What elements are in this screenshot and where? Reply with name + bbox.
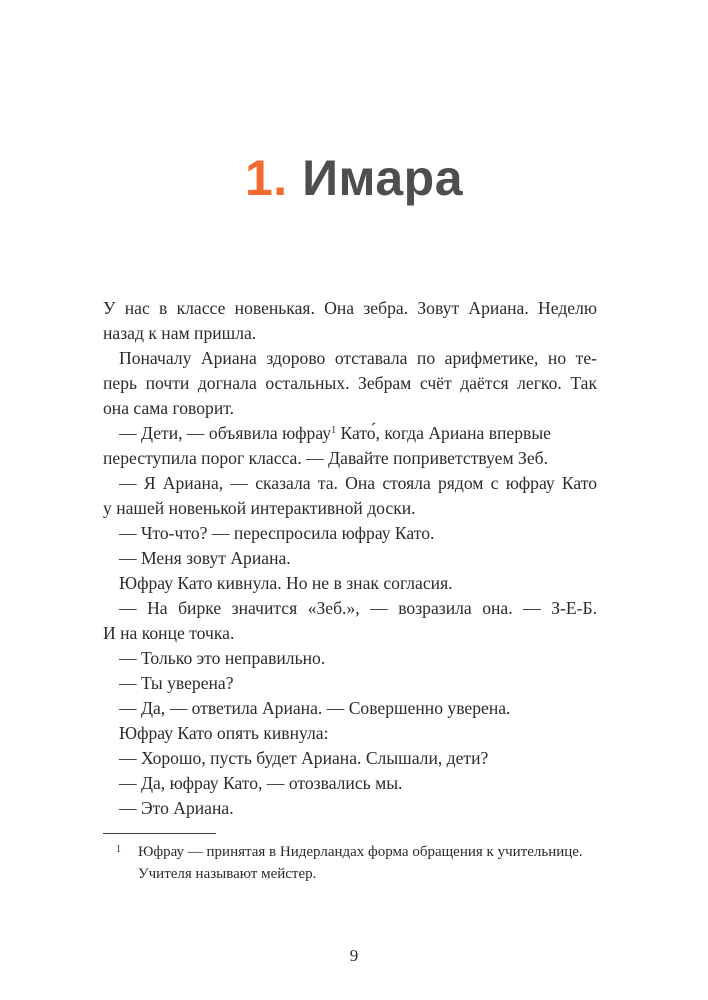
footnote-reference[interactable]: 1	[331, 425, 337, 436]
text-line: — Я Ариана, — сказала та. Она стояла рядом с юфрау Като	[119, 473, 597, 493]
text-line: И на конце точка.	[103, 623, 235, 643]
footnote-mark: 1	[116, 844, 121, 855]
text-line: — Хорошо, пусть будет Ариана. Слышали, дети?	[119, 748, 489, 768]
text-line: — Только это неправильно.	[119, 648, 326, 668]
chapter-title	[0, 142, 708, 214]
text-line: Юфрау Като кивнула. Но не в знак согласия.	[119, 573, 453, 593]
text-fragment: Като́, когда Ариана впервые	[340, 423, 551, 443]
text-line: — На бирке значится «Зеб.», — возразила она. — З-Е-Б.	[119, 598, 597, 618]
text-line: — Да, — ответила Ариана. — Совершенно уверена.	[119, 698, 511, 718]
text-line: перь почти догнала остальных. Зебрам счёт даётся легко. Так	[103, 373, 597, 393]
page-number: 9	[349, 946, 359, 965]
text-line: — Ты уверена?	[119, 673, 234, 693]
footnote	[116, 841, 606, 885]
text-line-with-footnote	[103, 421, 597, 446]
text-fragment: — Дети, — объявила юфрау	[119, 423, 332, 443]
text-line: — Да, юфрау Като, — отозвались мы.	[119, 773, 403, 793]
footnote-divider	[103, 833, 216, 834]
text-line: назад к нам пришла.	[103, 323, 257, 343]
chapter-number: 1.	[244, 150, 288, 206]
text-line: Поначалу Ариана здорово отставала по арифметике, но те-	[119, 348, 597, 368]
text-line: — Что-что? — переспросила юфрау Като.	[119, 523, 435, 543]
text-line: — Это Ариана.	[119, 798, 234, 818]
footnote-line: Учителя называют мейстер.	[138, 866, 317, 882]
text-line: — Меня зовут Ариана.	[119, 548, 291, 568]
text-line: переступила порог класса. — Давайте поприветствуем Зеб.	[103, 448, 548, 468]
chapter-name: Имара	[302, 150, 464, 206]
footnote-line: Юфрау — принятая в Нидерландах форма обращения к учительнице.	[138, 844, 583, 860]
body-text	[103, 296, 597, 821]
text-line: У нас в классе новенькая. Она зебра. Зовут Ариана. Неделю	[103, 298, 597, 318]
text-line: у нашей новенькой интерактивной доски.	[103, 498, 416, 518]
text-line: она сама говорит.	[103, 398, 235, 418]
text-line: Юфрау Като опять кивнула:	[119, 723, 329, 743]
